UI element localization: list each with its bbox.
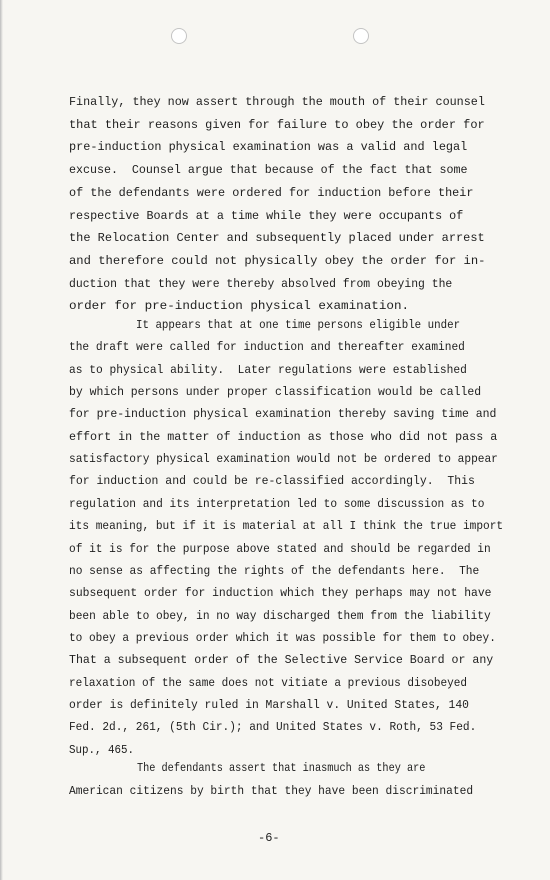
- text-line: the Relocation Center and subsequently placed under arrest: [69, 231, 485, 246]
- text-line: been able to obey, in no way discharged them from the liability: [69, 608, 491, 623]
- text-line: order for pre-induction physical examination.: [69, 299, 410, 314]
- text-line: duction that they were thereby absolved from obeying the: [69, 276, 453, 291]
- text-line: for induction and could be re-classified accordingly. This: [69, 474, 475, 489]
- page-number: -6-: [258, 831, 280, 845]
- text-line: pre-induction physical examination was a valid and legal: [69, 140, 468, 155]
- text-line: Sup., 465.: [69, 742, 135, 757]
- text-line: excuse. Counsel argue that because of the fact that some: [69, 163, 468, 178]
- text-line: Finally, they now assert through the mouth of their counsel: [69, 95, 485, 109]
- text-line: order is definitely ruled in Marshall v. United States, 140: [69, 697, 469, 712]
- text-line: effort in the matter of induction as those who did not pass a: [69, 429, 498, 444]
- text-line: of it is for the purpose above stated and should be regarded in: [69, 541, 491, 556]
- text-line: the draft were called for induction and thereafter examined: [69, 340, 465, 355]
- text-line: to obey a previous order which it was possible for them to obey.: [69, 630, 496, 645]
- text-line: satisfactory physical examination would not be ordered to appear: [69, 452, 498, 467]
- text-line: and therefore could not physically obey the order for in-: [69, 253, 486, 268]
- text-line: that their reasons given for failure to obey the order for: [69, 117, 485, 132]
- text-line: as to physical ability. Later regulations were established: [69, 362, 467, 377]
- punch-hole-left: [171, 28, 187, 44]
- text-line: The defendants assert that inasmuch as they are: [137, 761, 426, 775]
- text-line: relaxation of the same does not vitiate a previous disobeyed: [69, 675, 468, 690]
- text-line: its meaning, but if it is material at all I think the true import: [69, 519, 504, 534]
- text-line: by which persons under proper classification would be called: [69, 385, 482, 400]
- page-edge: [0, 0, 3, 880]
- text-line: for pre-induction physical examination thereby saving time and: [69, 407, 497, 422]
- text-line: Fed. 2d., 261, (5th Cir.); and United States v. Roth, 53 Fed.: [69, 720, 477, 735]
- text-line: subsequent order for induction which they perhaps may not have: [69, 586, 492, 601]
- text-line: of the defendants were ordered for induction before their: [69, 185, 474, 200]
- text-line: respective Boards at a time while they were occupants of: [69, 208, 464, 223]
- text-line: It appears that at one time persons eligible under: [136, 318, 461, 332]
- text-line: That a subsequent order of the Selective Service Board or any: [69, 653, 494, 668]
- text-line: no sense as affecting the rights of the defendants here. The: [69, 563, 480, 578]
- text-line: American citizens by birth that they have been discriminated: [69, 783, 474, 798]
- text-line: regulation and its interpretation led to some discussion as to: [69, 496, 485, 511]
- punch-hole-right: [353, 28, 369, 44]
